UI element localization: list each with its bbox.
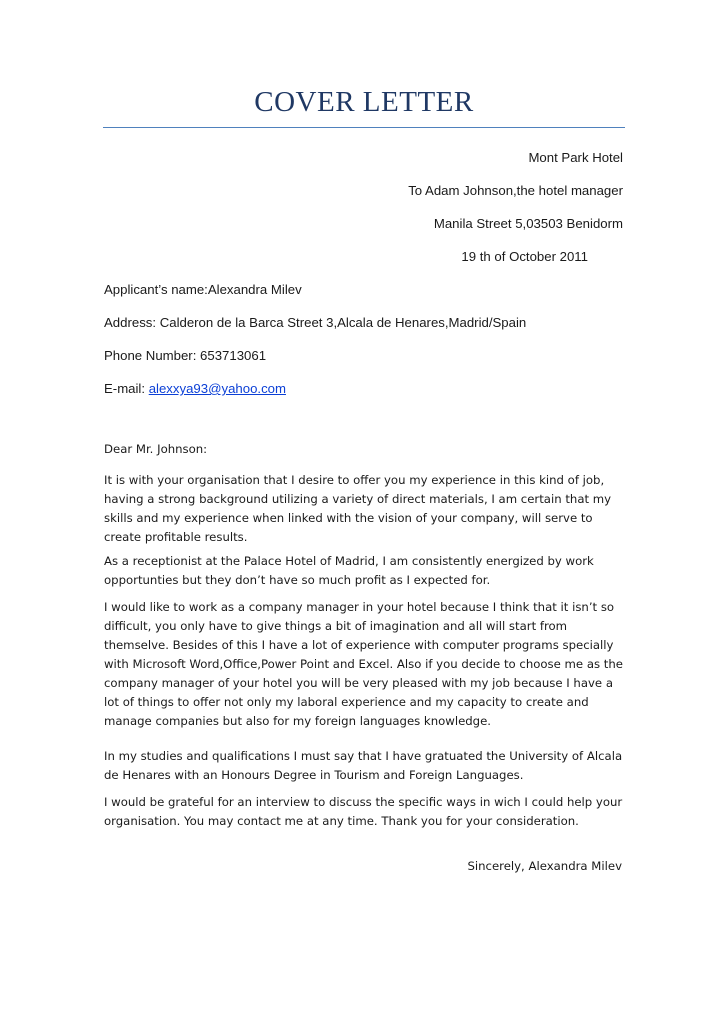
paragraph-1: It is with your organisation that I desire to offer you my experience in this kind of job, having a strong background utilizing a variety of direct materials, I am certain that my skills and my experience when linked with the vision of your company, will serve to create profitable results. [104,473,612,544]
applicant-phone: Phone Number: 653713061 [104,348,267,363]
recipient-attention: To Adam Johnson,the hotel manager [408,183,623,198]
email-link[interactable]: alexxya93@yahoo.com [148,381,286,396]
recipient-hotel: Mont Park Hotel [528,150,623,165]
recipient-address: Manila Street 5,03503 Benidorm [433,216,623,231]
salutation: Dear Mr. Johnson: [104,442,208,456]
paragraph-4: In my studies and qualifications I must say that I have gratuated the University of Alcala de Henares with an Honours Degree in Tourism and Foreign Languages. [104,749,623,782]
email-label: E-mail: [104,381,149,396]
paragraph-3: I would like to work as a company manager in your hotel because I think that it isn’t so difficult, you only have to give things a bit of imagination and all will start from themselve. Besides of this I have a lot of experience with computer programs specially with Microsoft Word,Office,Power Point and Excel. Also if you decide to choose me as the company manager of your hotel you will be very pleased with my job because I have a lot of things to offer not only my laboral experience and my capacity to create and manage companies but also for my foreign languages knowledge. [104,600,623,728]
paragraph-5: I would be grateful for an interview to discuss the specific ways in wich I could help your organisation. You may contact me at any time. Thank you for your consideration. [104,795,623,828]
title-divider [103,127,625,128]
letter-date: 19 th of October 2011 [461,249,588,264]
paragraph-2: As a receptionist at the Palace Hotel of Madrid, I am consistently energized by work opportunties but they don’t have so much profit as I expected for. [104,554,594,587]
signoff: Sincerely, Alexandra Milev [467,859,622,873]
applicant-name: Applicant’s name:Alexandra Milev [104,282,302,297]
applicant-email-line [104,381,286,396]
applicant-address: Address: Calderon de la Barca Street 3,Alcala de Henares,Madrid/Spain [104,315,527,330]
document-title: COVER LETTER [254,86,474,118]
